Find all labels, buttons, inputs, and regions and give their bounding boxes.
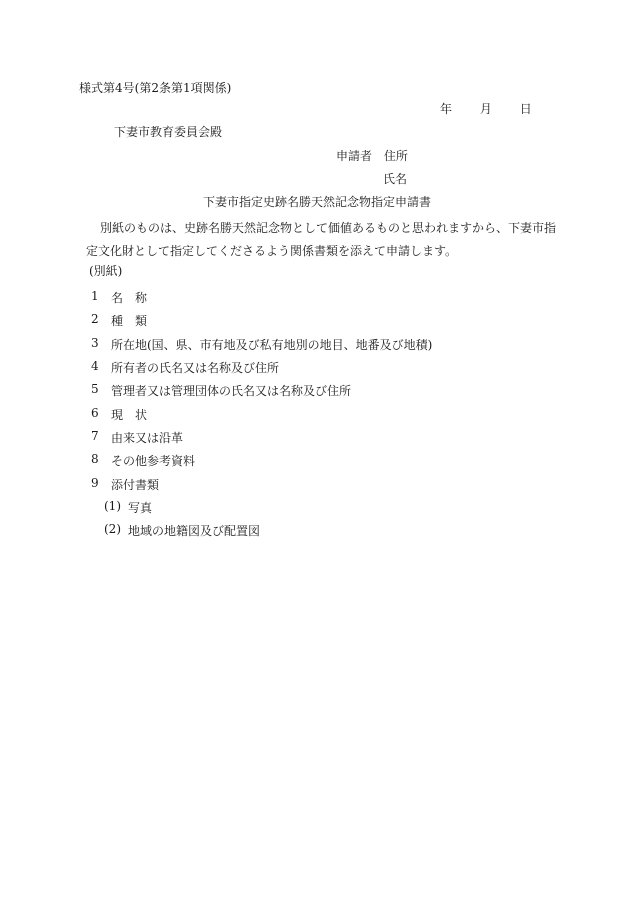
list-item: 5 管理者又は管理団体の氏名又は名称及び住所: [91, 382, 352, 398]
list-item: 4 所有者の氏名又は名称及び住所: [91, 359, 280, 375]
list-item: 6 現 状: [91, 406, 148, 422]
date-year: 年: [440, 102, 453, 116]
applicant-label: 申請者: [336, 149, 373, 163]
sub-list-item: (2) 地域の地籍図及び配置図: [104, 522, 261, 538]
list-item: 8 その他参考資料: [91, 452, 196, 468]
date-month: 月: [479, 102, 492, 116]
applicant-line: [336, 150, 408, 162]
document-title: 下妻市指定史跡名勝天然記念物指定申請書: [203, 195, 432, 209]
sub-list-item: (1) 写真: [104, 499, 153, 515]
form-label: 様式第4号(第2条第1項関係): [79, 81, 232, 95]
date-day: 日: [519, 102, 532, 116]
body-line-1: 別紙のものは、史跡名勝天然記念物として価値あるものと思われますから、下妻市指: [100, 221, 557, 235]
list-item: 7 由来又は沿革: [91, 429, 184, 445]
list-item: 1 名 称: [91, 289, 148, 305]
list-item: 3 所在地(国、県、市有地及び私有地別の地目、地番及び地積): [91, 336, 433, 352]
list-item: 9 添付書類: [91, 476, 160, 492]
attachment-label: (別紙): [89, 264, 123, 278]
date-line: [440, 103, 532, 115]
address-label: 住所: [383, 149, 408, 163]
body-line-2: 定文化財として指定してくださるよう関係書類を添えて申請します。: [86, 244, 458, 258]
addressee: 下妻市教育委員会殿: [114, 125, 223, 139]
list-item: 2 種 類: [91, 312, 148, 328]
name-label: 氏名: [383, 172, 408, 186]
